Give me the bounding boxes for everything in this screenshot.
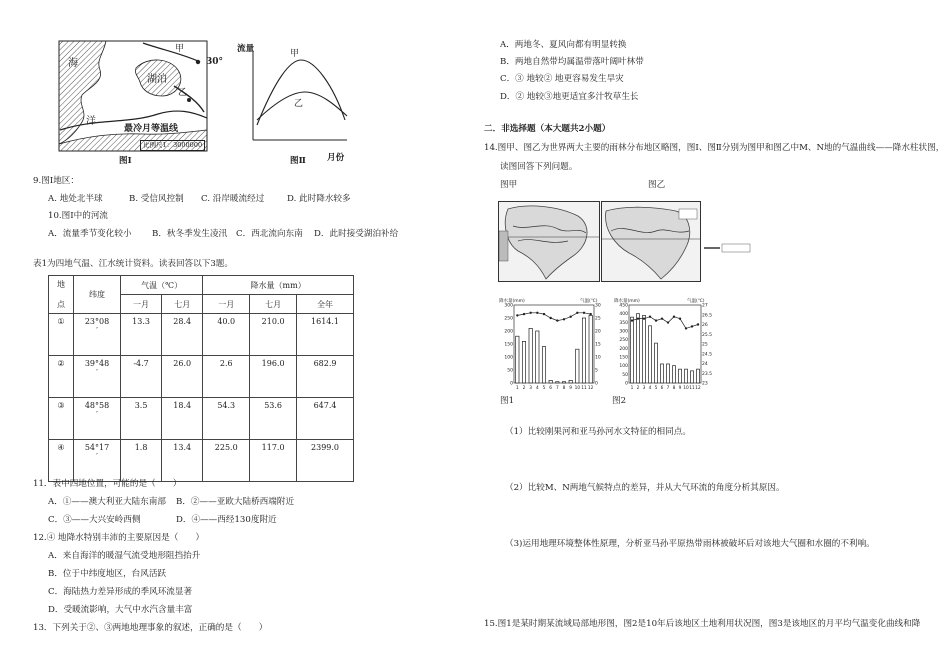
y2-tick-label: 30 bbox=[595, 303, 601, 309]
y2-tick-label: 25 bbox=[595, 316, 601, 322]
y2-tick-label: 25 bbox=[702, 342, 708, 348]
temperature-point bbox=[691, 325, 693, 327]
precip-bar bbox=[576, 349, 579, 383]
q11-option-c[interactable]: C．③——大兴安岭西侧 bbox=[48, 515, 141, 525]
q12-option-d[interactable]: D．受暖流影响，大气中水汽含量丰富 bbox=[48, 605, 193, 615]
figure-1-caption: 图Ⅰ bbox=[119, 156, 132, 166]
figure-2-caption: 图Ⅱ bbox=[290, 156, 306, 166]
figure-2-flow-chart bbox=[235, 50, 350, 150]
temperature-point bbox=[516, 314, 518, 316]
precip-bar bbox=[691, 371, 694, 383]
x-tick-label: 8 bbox=[562, 386, 566, 391]
cell-lat: 48°58 ′ bbox=[74, 398, 121, 440]
cell-t7: 18.4 bbox=[162, 398, 203, 440]
temperature-point bbox=[655, 319, 657, 321]
th-precipitation: 降水量（mm） bbox=[203, 276, 354, 295]
climate-chart-2 bbox=[613, 296, 717, 392]
cell-ry: 2399.0 bbox=[297, 440, 354, 482]
cell-ry: 1614.1 bbox=[297, 314, 354, 356]
cell-r7: 196.0 bbox=[250, 356, 297, 398]
y-tick-label: 0 bbox=[510, 381, 513, 387]
temperature-point bbox=[569, 316, 571, 318]
y-tick-label: 300 bbox=[504, 303, 513, 309]
cell-r7: 117.0 bbox=[250, 440, 297, 482]
temperature-point bbox=[661, 317, 663, 319]
cell-r1: 2.6 bbox=[203, 356, 250, 398]
precip-bar bbox=[637, 314, 640, 383]
temperature-line bbox=[517, 313, 590, 321]
cell-t7: 28.4 bbox=[162, 314, 203, 356]
q13-stem: 13．下列关于②、③两地地理事象的叙述，正确的是（ ） bbox=[33, 623, 268, 633]
x-tick-label: 5 bbox=[542, 386, 546, 391]
y-tick-label: 350 bbox=[619, 320, 628, 326]
temperature-point bbox=[637, 317, 639, 319]
map-label-latitude: 30° bbox=[206, 57, 224, 67]
th-temp-jul: 七月 bbox=[162, 295, 203, 314]
q12-option-b[interactable]: B．位于中纬度地区，台风活跃 bbox=[48, 569, 167, 579]
precip-bar bbox=[549, 380, 552, 383]
x-tick-label: 4 bbox=[648, 386, 652, 391]
precip-bar bbox=[516, 336, 519, 383]
y-tick-label: 250 bbox=[619, 338, 628, 344]
precip-bar bbox=[685, 369, 688, 383]
q11-option-b[interactable]: B．②——亚欧大陆桥西端附近 bbox=[176, 497, 295, 507]
q11-stem: 11．表中四地位置，可能的是（ ） bbox=[33, 479, 182, 489]
map-b-caption: 图乙 bbox=[648, 180, 666, 190]
y-tick-label: 150 bbox=[619, 355, 628, 361]
temperature-point bbox=[673, 316, 675, 318]
q11-option-a[interactable]: A．①——澳大利亚大陆东南部 bbox=[48, 497, 166, 507]
cell-r1: 40.0 bbox=[203, 314, 250, 356]
y-tick-label: 400 bbox=[619, 312, 628, 318]
y-tick-label: 450 bbox=[619, 303, 628, 309]
x-tick-label: 8 bbox=[672, 386, 676, 391]
table-row bbox=[49, 440, 354, 482]
chart-1-caption: 图1 bbox=[500, 396, 515, 406]
y2-axis-label: 气温(℃) bbox=[687, 299, 705, 304]
y2-tick-label: 23.5 bbox=[702, 371, 713, 377]
y2-tick-label: 27 bbox=[702, 303, 708, 309]
chart-2-caption: 图2 bbox=[612, 396, 627, 406]
temperature-point bbox=[685, 327, 687, 329]
q14-stem-1: 14.图甲、图乙为世界两大主要的雨林分布地区略图，图Ⅰ、图Ⅱ分别为图甲和图乙中M、N地的气温曲线——降水柱状图， bbox=[484, 143, 945, 153]
map-label-yi: 乙 bbox=[178, 88, 188, 98]
temperature-point bbox=[643, 317, 645, 319]
cell-t7: 26.0 bbox=[162, 356, 203, 398]
q10-option-a[interactable]: A．流量季节变化较小 bbox=[48, 229, 132, 239]
precip-bar bbox=[649, 326, 652, 383]
flow-ylabel-1: 流量 bbox=[237, 44, 255, 54]
cell-id: ③ bbox=[49, 398, 74, 440]
temperature-point bbox=[697, 323, 699, 325]
q15-stem: 15.图1是某时期某流域局部地形图，图2是10年后该地区土地利用状况图，图3是该地区的月平均气温变化曲线和降 bbox=[484, 619, 921, 629]
cell-r1: 225.0 bbox=[203, 440, 250, 482]
th-rain-jul: 七月 bbox=[250, 295, 297, 314]
x-tick-label: 3 bbox=[642, 386, 646, 391]
q14-part-1: （1）比较刚果河和亚马孙河水文特征的相同点。 bbox=[505, 427, 691, 437]
x-tick-label: 4 bbox=[535, 386, 539, 391]
precip-bar bbox=[673, 366, 676, 383]
x-tick-label: 12 bbox=[587, 386, 594, 391]
cell-ry: 647.4 bbox=[297, 398, 354, 440]
map-label-ocean: 洋 bbox=[86, 116, 96, 127]
precip-bar bbox=[522, 341, 525, 383]
map-scale: 比例尺1：3000000 bbox=[140, 140, 205, 151]
cell-r1: 54.3 bbox=[203, 398, 250, 440]
x-tick-label: 11 bbox=[689, 386, 695, 391]
map-label-isotherm: 最冷月等温线 bbox=[124, 124, 179, 134]
y2-tick-label: 26.5 bbox=[702, 313, 713, 319]
th-latitude: 纬度 bbox=[74, 276, 121, 314]
y2-tick-label: 25.5 bbox=[702, 332, 713, 338]
y-tick-label: 250 bbox=[504, 316, 513, 322]
cell-t1: 13.3 bbox=[121, 314, 162, 356]
th-temperature: 气温（℃） bbox=[121, 276, 203, 295]
q9-option-b[interactable]: B. 受信风控制 bbox=[129, 194, 184, 204]
flow-label-jia: 甲 bbox=[290, 49, 300, 59]
cell-t1: 3.5 bbox=[121, 398, 162, 440]
map-label-jia: 甲 bbox=[175, 44, 185, 54]
precip-bar bbox=[589, 315, 592, 383]
q13-option-b[interactable]: B．两地自然带均属温带落叶阔叶林带 bbox=[500, 57, 644, 67]
y-tick-label: 150 bbox=[504, 342, 513, 348]
x-tick-label: 1 bbox=[515, 386, 519, 391]
q9-stem: 9.图Ⅰ地区： bbox=[33, 176, 79, 186]
q9-option-d[interactable]: D. 此时降水较多 bbox=[287, 194, 351, 204]
temperature-point bbox=[543, 313, 545, 315]
q9-option-a[interactable]: A. 地处北半球 bbox=[48, 194, 103, 204]
y2-tick-label: 26 bbox=[702, 323, 708, 328]
q14-part-2: （2）比较M、N两地气候特点的差异，并从大气环流的角度分析其原因。 bbox=[505, 483, 785, 493]
q10-option-c[interactable]: C．西北流向东南 bbox=[236, 229, 303, 239]
y2-tick-label: 10 bbox=[595, 355, 601, 361]
precip-bar bbox=[536, 331, 539, 383]
temperature-point bbox=[536, 312, 538, 314]
x-tick-label: 3 bbox=[529, 386, 533, 391]
th-location: 地 点 bbox=[49, 276, 74, 314]
cell-lat: 39°48 ′ bbox=[74, 356, 121, 398]
section-2-heading: 二．非选择题（本大题共2小题） bbox=[484, 124, 611, 134]
q13-option-d[interactable]: D．② 地较③地更适宜多汁牧草生长 bbox=[500, 92, 639, 102]
y-tick-label: 200 bbox=[504, 329, 513, 335]
x-tick-label: 7 bbox=[666, 386, 670, 391]
y-axis-label: 降水量(mm) bbox=[499, 299, 525, 304]
x-tick-label: 9 bbox=[569, 386, 573, 391]
x-tick-label: 6 bbox=[660, 386, 664, 391]
q10-option-b[interactable]: B．秋冬季发生凌汛 bbox=[152, 229, 228, 239]
x-tick-label: 10 bbox=[574, 386, 581, 391]
q12-option-c[interactable]: C．海陆热力差异形成的季风环流显著 bbox=[48, 587, 193, 597]
table-row bbox=[49, 398, 354, 440]
q12-option-a[interactable]: A．来自海洋的暖湿气流受地形阻挡抬升 bbox=[48, 551, 201, 561]
cell-r7: 210.0 bbox=[250, 314, 297, 356]
x-tick-label: 10 bbox=[683, 386, 689, 391]
precip-bar bbox=[542, 347, 545, 383]
q14-stem-2: 读图回答下列问题。 bbox=[500, 162, 578, 172]
table-row bbox=[49, 314, 354, 356]
q14-part-3: （3)运用地理环境整体性原理，分析亚马孙平原热带雨林被破坏后对该地大气圈和水圈的不利响。 bbox=[505, 539, 875, 549]
y2-tick-label: 24.5 bbox=[702, 352, 713, 358]
temperature-point bbox=[583, 312, 585, 314]
precip-bar bbox=[631, 317, 634, 383]
x-tick-label: 11 bbox=[581, 386, 587, 391]
precip-bar bbox=[655, 343, 658, 383]
flow-label-yi: 乙 bbox=[294, 99, 304, 109]
map-a-south-america bbox=[498, 201, 600, 282]
cell-id: ④ bbox=[49, 440, 74, 482]
precip-bar bbox=[667, 364, 670, 383]
y2-axis-label: 气温(℃) bbox=[580, 299, 598, 304]
precip-bar bbox=[562, 382, 565, 383]
x-tick-label: 12 bbox=[695, 386, 701, 391]
temperature-point bbox=[529, 312, 531, 314]
y2-tick-label: 0 bbox=[595, 381, 598, 387]
x-tick-label: 7 bbox=[555, 386, 559, 391]
temperature-point bbox=[523, 313, 525, 315]
temperature-point bbox=[649, 316, 651, 318]
y2-tick-label: 20 bbox=[595, 329, 601, 335]
q13-option-a[interactable]: A．两地冬、夏风向都有明显转换 bbox=[500, 40, 627, 50]
y-tick-label: 100 bbox=[504, 355, 513, 361]
temperature-point bbox=[679, 317, 681, 319]
q10-stem: 10.图Ⅰ中的河流 bbox=[48, 211, 109, 221]
map-label-lake: 湖泊 bbox=[147, 74, 167, 85]
precip-bar bbox=[643, 315, 646, 383]
x-tick-label: 5 bbox=[654, 386, 658, 391]
y2-tick-label: 15 bbox=[595, 342, 601, 348]
climate-table bbox=[48, 275, 354, 482]
table-row bbox=[49, 356, 354, 398]
temperature-point bbox=[631, 319, 633, 321]
map-label-sea: 海 bbox=[68, 58, 78, 69]
temperature-point bbox=[589, 313, 591, 315]
x-tick-label: 1 bbox=[630, 386, 634, 391]
y-tick-label: 50 bbox=[507, 368, 513, 374]
precip-bar bbox=[679, 369, 682, 383]
q9-option-c[interactable]: C. 沿岸暖流经过 bbox=[201, 194, 265, 204]
temperature-point bbox=[556, 319, 558, 321]
cell-lat: 23°08 ′ bbox=[74, 314, 121, 356]
th-rain-jan: 一月 bbox=[203, 295, 250, 314]
y-tick-label: 100 bbox=[619, 364, 628, 370]
precip-bar bbox=[661, 364, 664, 383]
cell-lat: 54°17 ′ bbox=[74, 440, 121, 482]
y-axis-label: 降水量(mm) bbox=[614, 299, 640, 304]
x-tick-label: 9 bbox=[678, 386, 682, 391]
precip-bar bbox=[582, 318, 585, 383]
precip-bar bbox=[556, 382, 559, 383]
x-tick-label: 2 bbox=[522, 386, 526, 391]
temperature-point bbox=[563, 318, 565, 320]
y2-tick-label: 23 bbox=[702, 381, 708, 387]
cell-t1: -4.7 bbox=[121, 356, 162, 398]
q10-option-d[interactable]: D．此时接受湖泊补给 bbox=[314, 229, 399, 239]
map-legend bbox=[702, 241, 752, 255]
th-temp-jan: 一月 bbox=[121, 295, 162, 314]
x-tick-label: 6 bbox=[549, 386, 553, 391]
flow-xlabel: 月份 bbox=[327, 153, 345, 163]
y-tick-label: 300 bbox=[619, 329, 628, 335]
cell-id: ② bbox=[49, 356, 74, 398]
map-a-caption: 图甲 bbox=[500, 180, 518, 190]
table-intro: 表1为四地气温、江水统计资料。读表回答以下3题。 bbox=[33, 259, 233, 269]
q11-option-d[interactable]: D．④——西经130度附近 bbox=[176, 515, 277, 525]
cell-r7: 53.6 bbox=[250, 398, 297, 440]
q13-option-c[interactable]: C．③ 地较② 地更容易发生旱灾 bbox=[500, 74, 624, 84]
temperature-point bbox=[549, 317, 551, 319]
temperature-line bbox=[632, 317, 698, 329]
q12-stem: 12.④ 地降水特别丰沛的主要原因是（ ） bbox=[33, 533, 205, 543]
temperature-point bbox=[667, 321, 669, 323]
cell-id: ① bbox=[49, 314, 74, 356]
y-tick-label: 50 bbox=[622, 372, 628, 378]
temperature-point bbox=[576, 312, 578, 314]
th-rain-year: 全年 bbox=[297, 295, 354, 314]
x-tick-label: 2 bbox=[636, 386, 640, 391]
cell-ry: 682.9 bbox=[297, 356, 354, 398]
y-tick-label: 0 bbox=[625, 381, 628, 387]
climate-chart-1 bbox=[498, 296, 610, 392]
cell-t1: 1.8 bbox=[121, 440, 162, 482]
y-tick-label: 200 bbox=[619, 346, 628, 352]
map-b-africa bbox=[601, 201, 701, 282]
cell-t7: 13.4 bbox=[162, 440, 203, 482]
y2-tick-label: 5 bbox=[595, 368, 598, 374]
y2-tick-label: 24 bbox=[702, 362, 708, 367]
precip-bar bbox=[529, 328, 532, 383]
precip-bar bbox=[569, 380, 572, 383]
precip-bar bbox=[697, 369, 700, 383]
